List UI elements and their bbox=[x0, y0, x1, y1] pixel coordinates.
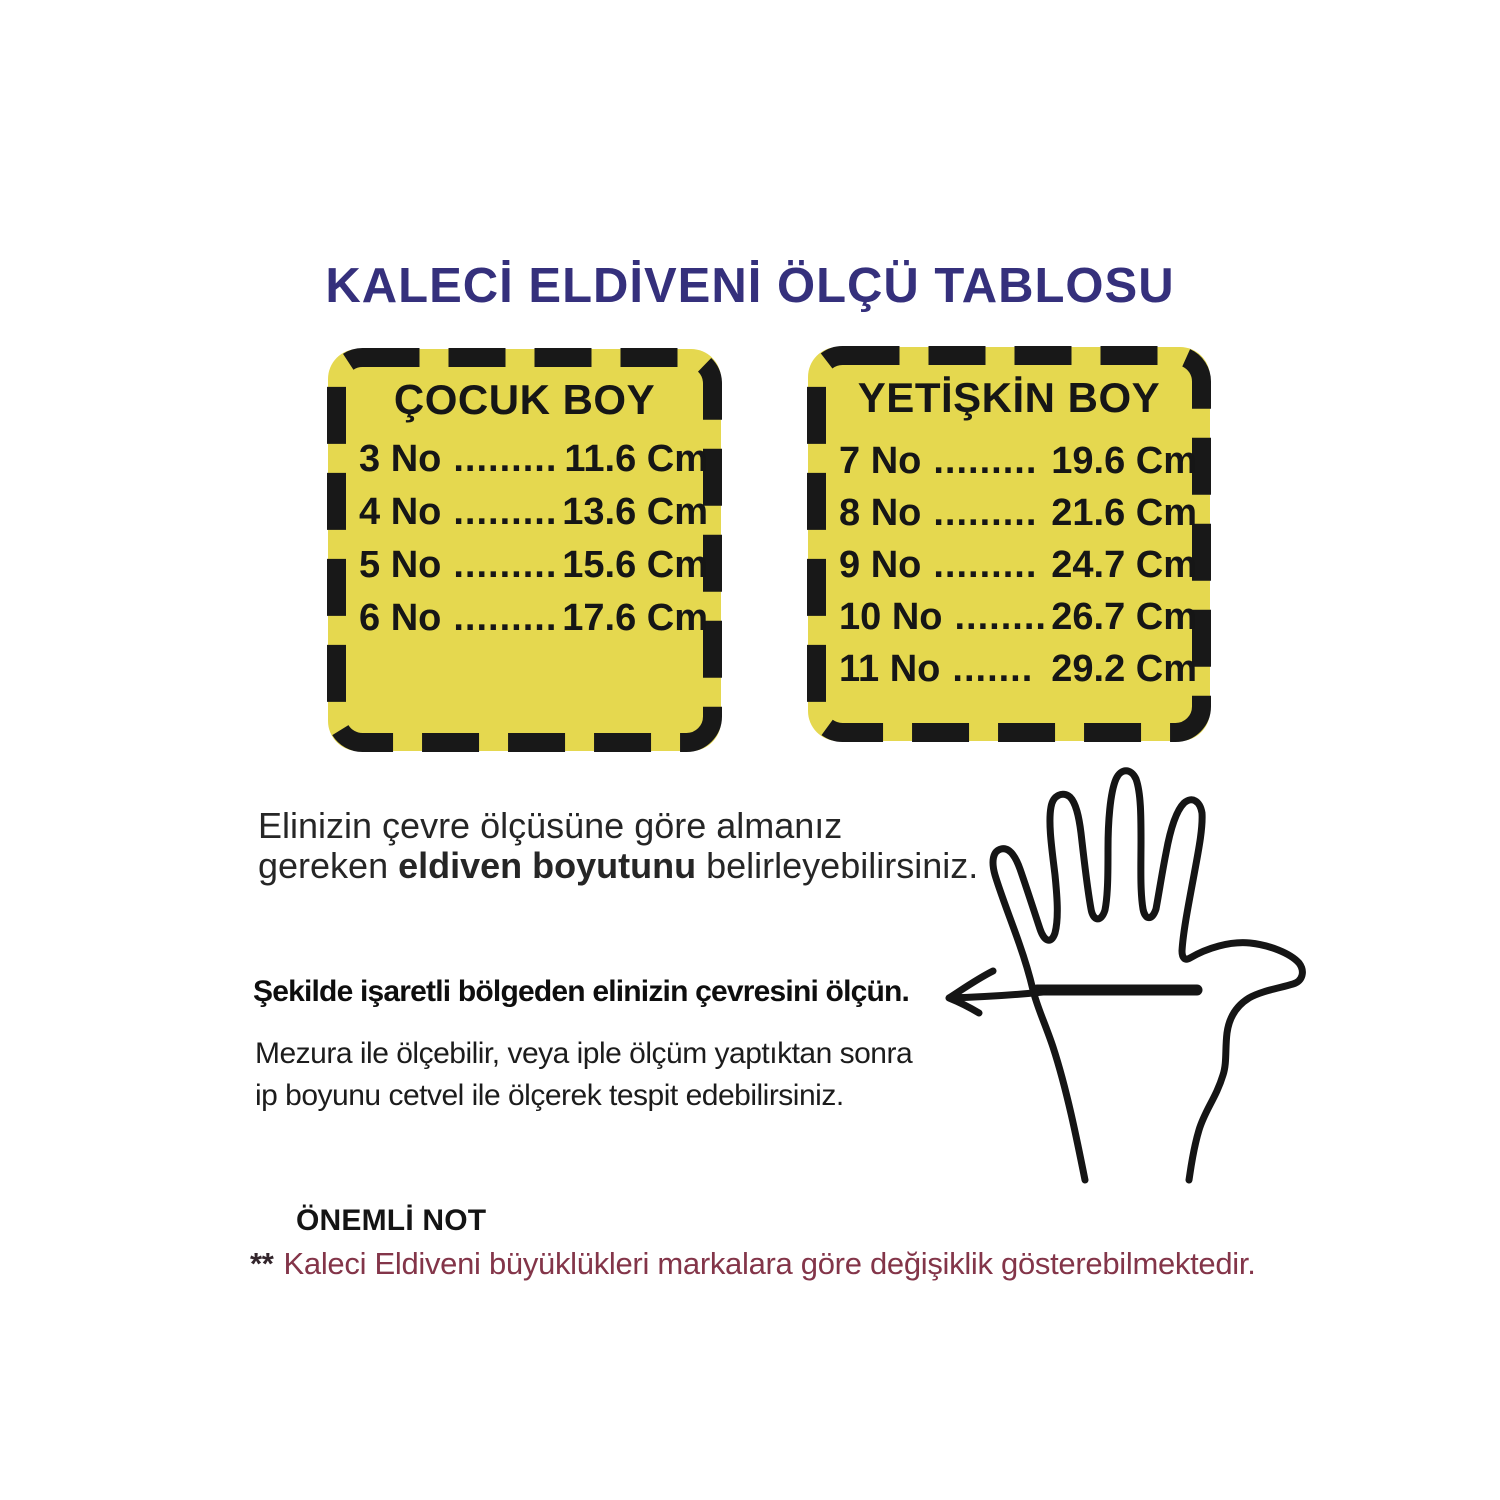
measure-instruction: Şekilde işaretli bölgeden elinizin çevresini ölçün. bbox=[253, 975, 910, 1008]
size-value: 19.6 Cm bbox=[1051, 440, 1197, 482]
size-label: 4 No bbox=[359, 491, 442, 533]
size-label: 6 No bbox=[359, 597, 442, 639]
important-note-text bbox=[250, 1246, 1256, 1282]
intro-line-2-bold: eldiven boyutunu bbox=[398, 845, 697, 886]
size-value: 29.2 Cm bbox=[1051, 648, 1197, 690]
intro-line-2 bbox=[258, 846, 978, 886]
asterisks: ** bbox=[250, 1246, 274, 1281]
important-note-body: Kaleci Eldiveni büyüklükleri markalara göre değişiklik gösterebilmektedir. bbox=[283, 1246, 1256, 1281]
size-box-adult-title: YETİŞKİN BOY bbox=[857, 374, 1161, 421]
box-content bbox=[805, 344, 1213, 694]
dots-leader: ....... bbox=[952, 648, 1034, 690]
box-content bbox=[325, 346, 724, 644]
intro-line-1: Elinizin çevre ölçüsüne göre almanız bbox=[258, 805, 843, 846]
size-value: 11.6 Cm bbox=[564, 438, 708, 480]
size-row bbox=[805, 538, 1213, 590]
measure-detail-line-1: Mezura ile ölçebilir, veya iple ölçüm yaptıktan sonra bbox=[255, 1037, 913, 1070]
dots-leader: ........ bbox=[954, 596, 1047, 638]
size-label: 10 No bbox=[839, 596, 943, 638]
dots-leader: ......... bbox=[933, 492, 1038, 534]
measure-detail-line-2: ip boyunu cetvel ile ölçerek tespit edebilirsiniz. bbox=[255, 1079, 844, 1112]
hand-outline-icon bbox=[993, 771, 1302, 1180]
size-label: 3 No bbox=[359, 438, 442, 480]
size-row bbox=[325, 432, 724, 485]
size-value: 24.7 Cm bbox=[1051, 544, 1197, 586]
size-value: 26.7 Cm bbox=[1051, 596, 1197, 638]
dots-leader: ......... bbox=[453, 544, 558, 586]
page-title: KALECİ ELDİVENİ ÖLÇÜ TABLOSU bbox=[325, 259, 1175, 313]
size-label: 11 No bbox=[839, 648, 941, 690]
size-row bbox=[325, 591, 724, 644]
size-box-adult bbox=[805, 344, 1213, 744]
size-row bbox=[805, 590, 1213, 642]
size-value: 15.6 Cm bbox=[562, 544, 708, 586]
dots-leader: ......... bbox=[933, 544, 1038, 586]
size-box-children bbox=[325, 346, 724, 754]
size-value: 21.6 Cm bbox=[1051, 492, 1197, 534]
size-box-children-title: ÇOCUK BOY bbox=[393, 376, 656, 423]
size-row bbox=[325, 538, 724, 591]
important-note-heading: ÖNEMLİ NOT bbox=[296, 1204, 487, 1237]
intro-line-2-pre: gereken bbox=[258, 845, 399, 886]
hand-diagram bbox=[935, 755, 1345, 1195]
size-row bbox=[325, 485, 724, 538]
size-value: 17.6 Cm bbox=[562, 597, 708, 639]
size-row bbox=[805, 486, 1213, 538]
size-row bbox=[805, 434, 1213, 486]
dots-leader: ......... bbox=[453, 491, 558, 533]
intro-text bbox=[258, 806, 978, 886]
size-rows bbox=[325, 432, 724, 644]
measure-detail-text bbox=[255, 1033, 912, 1117]
size-value: 13.6 Cm bbox=[562, 491, 708, 533]
dots-leader: ......... bbox=[933, 440, 1038, 482]
dots-leader: ......... bbox=[453, 438, 558, 480]
dots-leader: ......... bbox=[453, 597, 558, 639]
size-label: 9 No bbox=[839, 544, 922, 586]
size-rows bbox=[805, 434, 1213, 694]
size-label: 7 No bbox=[839, 440, 922, 482]
size-label: 8 No bbox=[839, 492, 922, 534]
intro-line-2-post: belirleyebilirsiniz. bbox=[696, 845, 979, 886]
size-label: 5 No bbox=[359, 544, 442, 586]
size-row bbox=[805, 642, 1213, 694]
